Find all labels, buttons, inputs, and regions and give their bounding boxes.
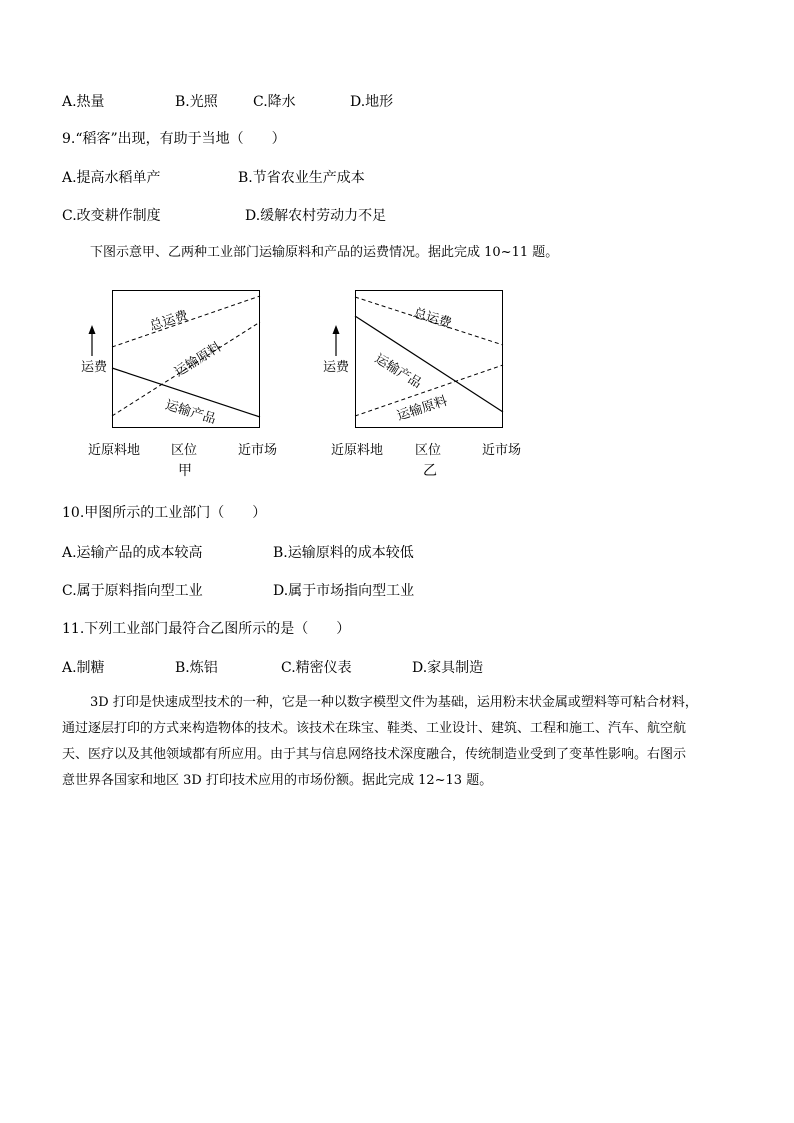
jia-raw-label: 运输原料: [172, 339, 225, 381]
q11-option-c: C.精密仪表: [281, 660, 352, 676]
intro-10-11-text: 下图示意甲、乙两种工业部门运输原料和产品的运费情况。据此完成 10~11 题。: [90, 245, 559, 260]
q10-option-a: A.运输产品的成本较高: [62, 545, 203, 561]
intro-12-13: [62, 690, 742, 794]
intro-12-13-line-1: 3D 打印是快速成型技术的一种，它是一种以数字模型文件为基础，运用粉末状金属或塑料等可粘合材料，: [90, 695, 698, 710]
q8-option-a: A.热量: [62, 94, 105, 110]
jia-x-right: 近市场: [238, 443, 278, 458]
q10-option-d: D.属于市场指向型工业: [273, 583, 415, 599]
jia-ylabel: 运费: [81, 360, 108, 375]
q11-stem: 11.下列工业部门最符合乙图所示的是（ ）: [62, 621, 351, 637]
jia-caption: 甲: [178, 463, 192, 479]
q11-option-d: D.家具制造: [412, 660, 484, 676]
q8-option-d: D.地形: [350, 94, 394, 110]
q11-option-b: B.炼铝: [175, 660, 218, 676]
jia-x-left: 近原料地: [88, 443, 141, 458]
q8-option-b: B.光照: [175, 94, 218, 110]
q9-stem: 9.“稻客”出现，有助于当地（ ）: [62, 131, 286, 147]
q10-stem: 10.甲图所示的工业部门（ ）: [62, 505, 267, 521]
yi-x-mid: 区位: [415, 443, 442, 458]
yi-raw-label: 运输原料: [395, 393, 450, 425]
jia-total-label: 总运费: [148, 308, 190, 335]
q9-option-b: B.节省农业生产成本: [238, 170, 365, 186]
jia-product-label: 运输产品: [163, 397, 218, 428]
q10-option-b: B.运输原料的成本较低: [273, 545, 414, 561]
q10-option-c: C.属于原料指向型工业: [62, 583, 203, 599]
intro-12-13-line-3: 天、医疗以及其他领域都有所应用。由于其与信息网络技术深度融合，传统制造业受到了变革性影响。右图示: [62, 747, 687, 762]
yi-x-right: 近市场: [482, 443, 522, 458]
yi-ylabel: 运费: [323, 360, 350, 375]
q11-option-a: A.制糖: [62, 660, 105, 676]
q9-option-d: D.缓解农村劳动力不足: [245, 208, 387, 224]
yi-total-label: 总运费: [411, 305, 454, 332]
q9-option-c: C.改变耕作制度: [62, 208, 161, 224]
intro-12-13-line-4: 意世界各国家和地区 3D 打印技术应用的市场份额。据此完成 12~13 题。: [62, 773, 493, 788]
jia-x-mid: 区位: [171, 443, 198, 458]
yi-product-label: 运输产品: [371, 351, 424, 392]
intro-12-13-line-2: 通过逐层打印的方式来构造物体的技术。该技术在珠宝、鞋类、工业设计、建筑、工程和施工、汽车、航空航: [62, 721, 687, 736]
yi-x-left: 近原料地: [331, 443, 384, 458]
q9-option-a: A.提高水稻单产: [62, 170, 161, 186]
yi-yaxis-arrow-head: [333, 325, 340, 334]
yi-caption: 乙: [423, 463, 437, 479]
q8-option-c: C.降水: [253, 94, 296, 110]
